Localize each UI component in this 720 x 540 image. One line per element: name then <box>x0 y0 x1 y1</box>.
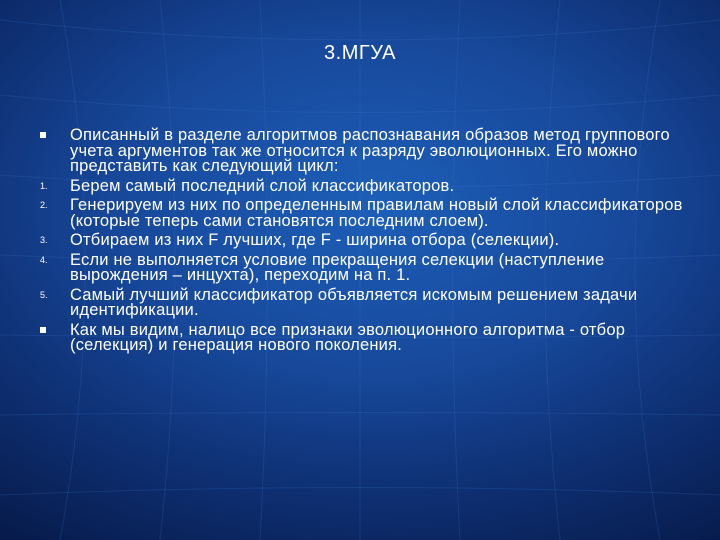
list-item-text: Описанный в разделе алгоритмов распознавания образов метод группового учета аргументов так же относится к разряду эволюционных. Его можно представить как следующий цикл: <box>70 126 670 175</box>
list-item-number: 4. <box>40 254 48 265</box>
bullet-list <box>40 126 690 354</box>
list-item-text: Генерируем из них по определенным правилам новый слой классификаторов (которые теперь сами становятся последним слоем). <box>70 196 683 230</box>
square-bullet-icon <box>40 327 46 333</box>
list-item <box>40 196 690 229</box>
list-item <box>40 177 690 195</box>
list-item-number: 5. <box>40 289 48 300</box>
list-item-number: 2. <box>40 200 48 210</box>
list-item <box>40 251 690 284</box>
list-item-text: Отбираем из них F лучших, где F - ширина отбора (селекции). <box>70 231 560 249</box>
list-item <box>40 321 690 354</box>
list-item-text: Берем самый последний слой классификаторов. <box>70 176 455 195</box>
list-item-text: Самый лучший классификатор объявляется искомым решением задачи идентификации. <box>70 285 638 319</box>
list-item-number: 3. <box>40 235 48 245</box>
list-item-text: Если не выполняется условие прекращения селекции (наступление вырождения – инцухта), переходим на п. 1. <box>70 250 605 284</box>
list-item-number: 1. <box>40 180 48 191</box>
slide-title: 3.МГУА <box>324 42 396 64</box>
list-item <box>40 126 690 175</box>
list-item <box>40 286 690 319</box>
square-bullet-icon <box>40 132 46 138</box>
list-item <box>40 231 690 249</box>
list-item-text: Как мы видим, налицо все признаки эволюционного алгоритма - отбор (селекция) и генерация нового поколения. <box>70 320 626 354</box>
